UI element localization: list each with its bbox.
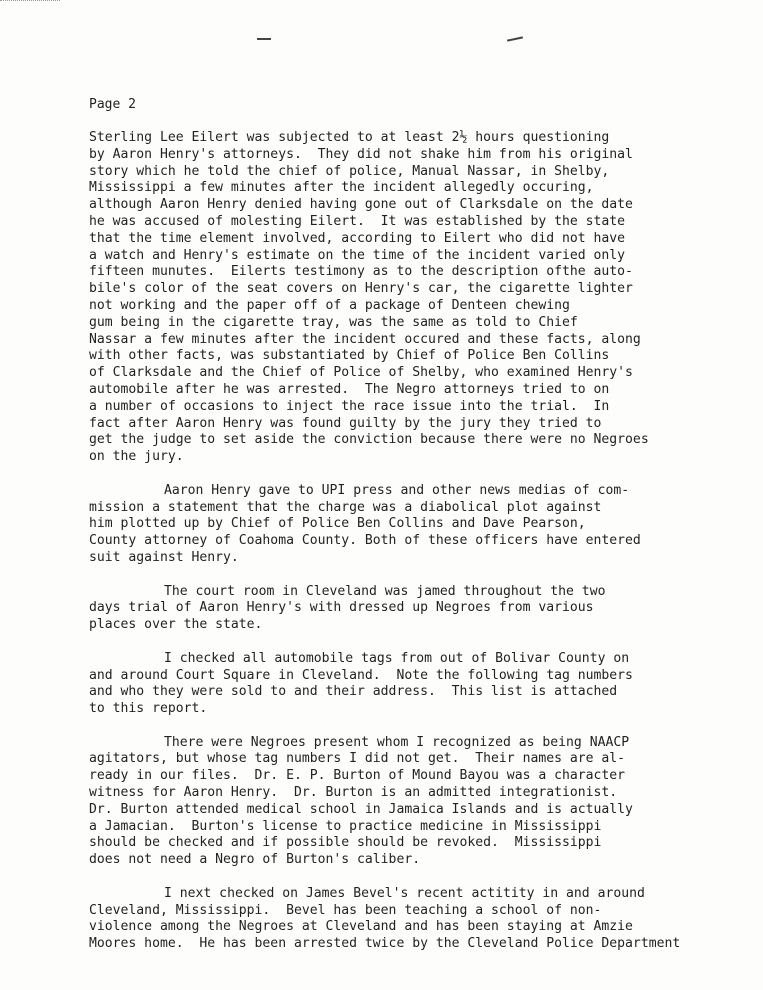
paragraph — [89, 735, 761, 869]
text-line: I next checked on James Bevel's recent actitity in and around — [164, 885, 645, 901]
paragraph-gap — [89, 634, 761, 651]
text-line: agitators, but whose tag numbers I did not get. Their names are al- — [89, 751, 626, 767]
text-line: and around Court Square in Cleveland. Note the following tag numbers — [89, 667, 633, 683]
text-line: The court room in Cleveland was jamed throughout the two — [164, 583, 606, 599]
text-line: gum being in the cigarette tray, was the same as told to Chief — [89, 314, 578, 330]
paragraph — [89, 483, 761, 567]
text-line: although Aaron Henry denied having gone out of Clarksdale on the date — [89, 197, 633, 213]
text-line: and who they were sold to and their address. This list is attached — [89, 684, 618, 700]
text-line: story which he told the chief of police, Manual Nassar, in Shelby, — [89, 163, 610, 179]
text-line: mission a statement that the charge was a diabolical plot against — [89, 499, 602, 515]
text-line: automobile after he was arrested. The Negro attorneys tried to on — [89, 381, 610, 397]
text-line: Nassar a few minutes after the incident occured and these facts, along — [89, 331, 641, 347]
text-line: ready in our files. Dr. E. P. Burton of Mound Bayou was a character — [89, 768, 626, 784]
text-line: a watch and Henry's estimate on the time of the incident varied only — [89, 247, 626, 263]
paragraph — [89, 130, 761, 466]
text-line: on the jury. — [89, 449, 184, 465]
text-line: Dr. Burton attended medical school in Jamaica Islands and is actually — [89, 801, 633, 817]
text-line: with other facts, was substantiated by Chief of Police Ben Collins — [89, 348, 610, 364]
page-number: Page 2 — [89, 97, 136, 112]
text-line: by Aaron Henry's attorneys. They did not shake him from his original — [89, 146, 633, 162]
paragraph-gap — [89, 718, 761, 735]
text-line: should be checked and if possible should be revoked. Mississippi — [89, 835, 602, 851]
text-line: Moores home. He has been arrested twice by the Cleveland Police Department — [89, 936, 681, 952]
text-line: get the judge to set aside the conviction because there were no Negroes — [89, 432, 649, 448]
text-line: fact after Aaron Henry was found guilty by the jury they tried to — [89, 415, 602, 431]
text-line: violence among the Negroes at Cleveland and has been staying at Amzie — [89, 919, 633, 935]
text-line: a number of occasions to inject the race issue into the trial. In — [89, 398, 610, 414]
text-line: I checked all automobile tags from out of Bolivar County on — [164, 650, 630, 666]
text-line: a Jamacian. Burton's license to practice medicine in Mississippi — [89, 818, 602, 834]
text-line: he was accused of molesting Eilert. It was established by the state — [89, 213, 626, 229]
document-body — [89, 130, 761, 953]
paragraph-gap — [89, 466, 761, 483]
text-line: Sterling Lee Eilert was subjected to at least 2½ hours questioning — [89, 130, 610, 145]
text-line: suit against Henry. — [89, 549, 239, 565]
scan-mark-right — [507, 36, 523, 41]
text-line: Mississippi a few minutes after the incident allegedly occuring, — [89, 180, 594, 196]
paragraph — [89, 651, 761, 718]
text-line: does not need a Negro of Burton's caliber. — [89, 852, 421, 868]
paragraph-gap — [89, 567, 761, 584]
text-line: of Clarksdale and the Chief of Police of Shelby, who examined Henry's — [89, 365, 633, 381]
text-line: There were Negroes present whom I recognized as being NAACP — [164, 734, 630, 750]
text-line: days trial of Aaron Henry's with dressed up Negroes from various — [89, 600, 594, 616]
scan-edge-dots — [0, 0, 60, 4]
text-line: fifteen munutes. Eilerts testimony as to the description ofthe auto- — [89, 264, 633, 280]
paragraph-gap — [89, 869, 761, 886]
text-line: that the time element involved, according to Eilert who did not have — [89, 230, 626, 246]
text-line: bile's color of the seat covers on Henry's car, the cigarette lighter — [89, 281, 633, 297]
text-line: County attorney of Coahoma County. Both of these officers have entered — [89, 533, 641, 549]
paragraph — [89, 886, 761, 953]
text-line: Aaron Henry gave to UPI press and other news medias of com- — [164, 482, 630, 498]
text-line: him plotted up by Chief of Police Ben Collins and Dave Pearson, — [89, 516, 586, 532]
text-line: witness for Aaron Henry. Dr. Burton is an admitted integrationist. — [89, 785, 618, 801]
text-line: places over the state. — [89, 617, 263, 633]
scan-mark-left — [257, 38, 271, 40]
text-line: not working and the paper off of a package of Denteen chewing — [89, 297, 570, 313]
paragraph — [89, 584, 761, 634]
text-line: Cleveland, Mississippi. Bevel has been teaching a school of non- — [89, 902, 602, 918]
text-line: to this report. — [89, 701, 208, 717]
